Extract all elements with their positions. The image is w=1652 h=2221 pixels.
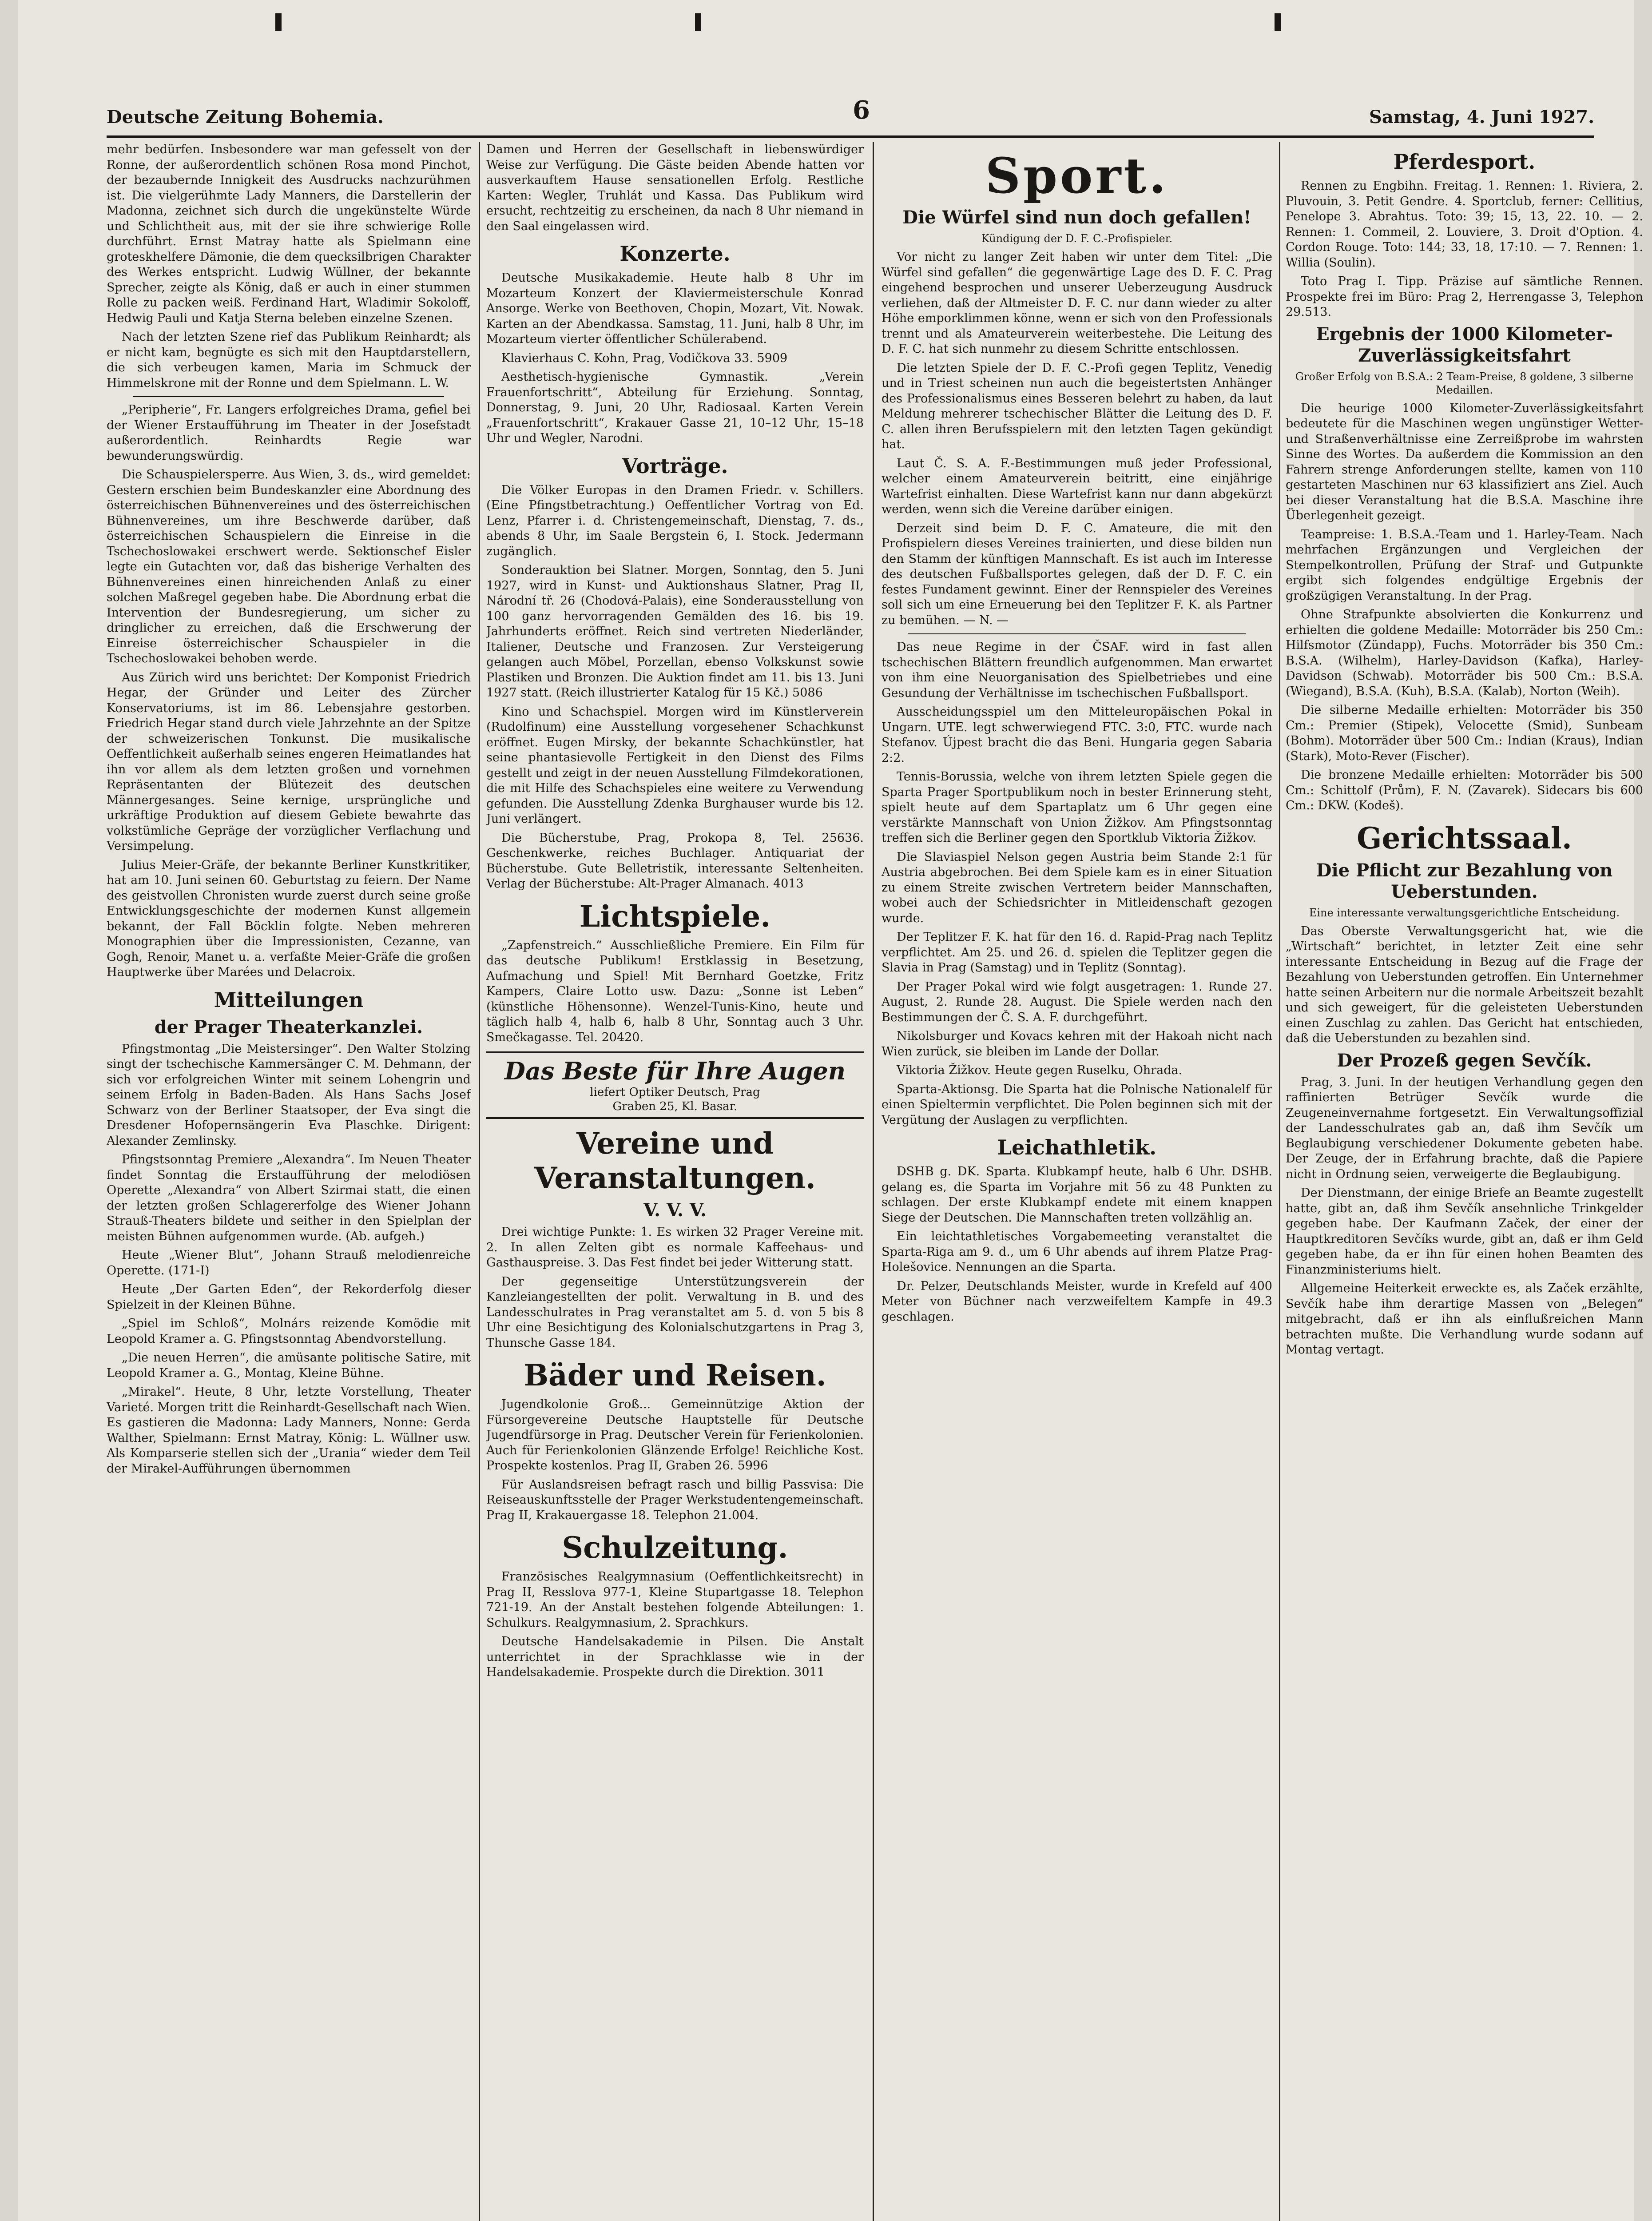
article-subheadline: Kündigung der D. F. C.-Profispieler. (981, 232, 1173, 245)
column-divider (479, 142, 480, 2221)
article-paragraph: Heute „Der Garten Eden“, der Rekorderfolg dieser Spielzeit in der Kleinen Bühne. (107, 1282, 471, 1312)
article-paragraph: Die Slaviaspiel Nelson gegen Austria beim Stande 2:1 für Austria abgebrochen. Bei dem Spiele kam es in einer Situation zu einem Streite zwischen Vertretern beider Mannschaften, wobei auch der Schiedsrichter in Mitleidenschaft gezogen wurde. (882, 850, 1272, 925)
article-paragraph: Aus Zürich wird uns berichtet: Der Komponist Friedrich Hegar, der Gründer und Leiter des Zürcher Konservatoriums, ist im 86. Lebensjahre gestorben. Friedrich Hegar stand durch viele Jahrzehnte an der Spitze der schweizerischen Tonkunst. Die musikalische Oeffentlichkeit außerhalb seines engeren Heimatlandes hat ihn vor allem als dem letzten großen und vornehmen Repräsentanten der Blütezeit des deutschen Männergesanges. Seine kernige, ursprüngliche und urkräftige Produktion auf diesem Gebiete bewahrte das volkstümliche Gepräge der vorzüglicher Verflachung und Versimpelung. (107, 670, 471, 853)
article-paragraph: Für Auslandsreisen befragt rasch und billig Passvisa: Die Reiseauskunftsstelle der Prager Werkstudentengemeinschaft. Prag II, Krakauergasse 18. Telephon 21.004. (486, 1477, 864, 1522)
article-paragraph: Drei wichtige Punkte: 1. Es wirken 32 Prager Vereine mit. 2. In allen Zelten gibt es normale Kaffeehaus- und Gasthauspreise. 3. Das Fest findet bei jeder Witterung statt. (486, 1225, 864, 1270)
article-paragraph: Die silberne Medaille erhielten: Motorräder bis 350 Cm.: Premier (Stipek), Velocette (Smid), Sunbeam (Bohm). Motorräder über 500 Cm.: Indian (Kraus), Indian (Stark), Moto-Rever (Fischer). (1286, 703, 1643, 763)
article-paragraph: Pfingstsonntag Premiere „Alexandra“. Im Neuen Theater findet Sonntag die Erstaufführung der melodiösen Operette „Alexandra“ von Albert Szirmai statt, die einen der letzten großen Schlagererfolge des Wiener Johann Strauß-Theaters bildete und seither in den Spielplan der meisten Bühnen aufgenommen wurde. (Ab. aufgeh.) (107, 1153, 471, 1243)
article-paragraph: Heute „Wiener Blut“, Johann Strauß melodienreiche Operette. (171-I) (107, 1248, 471, 1278)
section-subheading: V. V. V. (643, 1200, 707, 1221)
article-paragraph: Rennen zu Engbihn. Freitag. 1. Rennen: 1. Riviera, 2. Pluvouin, 3. Petit Gendre. 4. Sportclub, ferner: Cellitius, Penelope 3. Abrahtus. Toto: 39; 15, 13, 22. 10. — 2. Rennen: 1. Commeil, 2. Louviere, 3. Droit d'Option. 4. Cordon Rouge. Toto: 144; 33, 18, 17:10. — 7. Rennen: 1. Willia (Soulin). (1286, 179, 1643, 270)
article-paragraph: Deutsche Musikakademie. Heute halb 8 Uhr im Mozarteum Konzert der Klaviermeisterschule Konrad Ansorge. Werke von Beethoven, Chopin, Mozart, Vit. Nowak. Karten an der Abendkassa. Samstag, 11. Juni, halb 8 Uhr, im Mozarteum vierter öffentlicher Schülerabend. (486, 271, 864, 346)
advertisement (486, 1051, 864, 1119)
article-paragraph: Der Dienstmann, der einige Briefe an Beamte zugestellt hatte, gibt an, daß ihm Sevčík ansehnliche Trinkgelder gegeben habe. Der Kaufmann Začek, der einer der Hauptkreditoren Sevčíks wurde, gibt an, daß er ihm Geld gegeben habe, da er ihn für einen hohen Beamten des Finanzministeriums hielt. (1286, 1186, 1643, 1277)
newspaper-name: Deutsche Zeitung Bohemia. (107, 107, 384, 127)
article-paragraph: Laut Č. S. A. F.-Bestimmungen muß jeder Professional, welcher einem Amateurverein beitritt, eine einjährige Wartefrist einhalten. Diese Wartefrist kann nur dann abgekürzt werden, wenn sich die Vereine darüber einigen. (882, 456, 1272, 516)
page-number: 6 (853, 96, 870, 125)
column-divider (873, 142, 874, 2221)
article-paragraph: Viktoria Žižkov. Heute gegen Ruselku, Ohrada. (897, 1063, 1183, 1077)
article-subheadline: Eine interessante verwaltungsgerichtliche Entscheidung. (1309, 906, 1620, 919)
page-edge-mark (275, 13, 282, 31)
article-paragraph: Toto Prag I. Tipp. Präzise auf sämtliche Rennen. Prospekte frei im Büro: Prag 2, Herrengasse 3, Telephon 29.513. (1286, 275, 1643, 319)
article-paragraph: „Peripherie“, Fr. Langers erfolgreiches Drama, gefiel bei der Wiener Erstaufführung im Theater in der Josefstadt außerordentlich. Reinhardts Regie war bewunderungswürdig. (107, 403, 471, 463)
column-divider (1279, 142, 1280, 2221)
article-paragraph: Die Schauspielersperre. Aus Wien, 3. ds., wird gemeldet: Gestern erschien beim Bundeskanzler eine Abordnung des österreichischen Bühnenvereines und des österreichischen Bühnenvereines, um ihre Beschwerde darüber, daß österreichischen Schauspielern die Einreise in die Tschechoslowakei erschwert werde. Sektionschef Eisler legte ein Gutachten vor, daß das bisherige Verhalten des Bühnenvereines einen hinreichenden Anlaß zu einer solchen Maßregel gegeben habe. Die Abordnung erbat die Intervention der Bundesregierung, um sicher zu dringlicher zu erreichen, daß die Erschwerung der Einreise österreichischer Schauspieler in die Tschechoslowakei behoben werde. (107, 468, 471, 665)
article-paragraph: Die heurige 1000 Kilometer-Zuverlässigkeitsfahrt bedeutete für die Maschinen wegen ungünstiger Wetter- und Straßenverhältnisse eine Zerreißprobe im wahrsten Sinne des Wortes. Da außerdem die Kommission an den Fahrern strenge Anforderungen stellte, kamen von 110 gestarteten Maschinen nur 63 klassifiziert ans Ziel. Auch bei dieser Veranstaltung hat die B.S.A. Maschine ihre Überlegenheit gezeigt. (1286, 401, 1643, 522)
article-paragraph: Sparta-Aktionsg. Die Sparta hat die Polnische Nationalelf für einen Spieltermin verpflichtet. Die Polen beginnen sich mit der Vergütung der Auslagen zu verpflichten. (882, 1082, 1272, 1127)
article-paragraph: Das neue Regime in der ČSAF. wird in fast allen tschechischen Blättern freundlich aufgenommen. Man erwartet von ihm eine Neuorganisation des Spielbetriebes und eine Gesundung der Verhältnisse im tschechischen Fußballsport. (882, 640, 1272, 700)
page-header (107, 96, 1594, 135)
section-heading: Sport. (985, 147, 1169, 204)
section-heading: Pferdesport. (1393, 150, 1536, 174)
article-paragraph: Der Teplitzer F. K. hat für den 16. d. Rapid-Prag nach Teplitz verpflichtet. Am 25. und 26. d. spielen die Teplitzer gegen die Slavia in Prag (Samstag) und in Teplitz (Sonntag). (882, 930, 1272, 975)
ad-text: liefert Optiker Deutsch, Prag (590, 1086, 760, 1099)
article-paragraph: Ohne Strafpunkte absolvierten die Konkurrenz und erhielten die goldene Medaille: Motorräder bis 250 Cm.: Hilfsmotor (Zündapp), Fuchs. Motorräder bis 350 Cm.: B.S.A. (Wilhelm), Harley-Davidson (Kafka), Harley-Davidson (Schwab). Motorräder bis 500 Cm.: B.S.A. (Wiegand), B.S.A. (Kuh), B.S.A. (Kalab), Norton (Weih). (1286, 608, 1643, 698)
article-paragraph: Die Völker Europas in den Dramen Friedr. v. Schillers. (Eine Pfingstbetrachtung.) Oeffentlicher Vortrag von Ed. Lenz, Pfarrer i. d. Christengemeinschaft, Dienstag, 7. ds., abends 8 Uhr, im Saale Bergstein 6, I. Stock. Jedermann zugänglich. (486, 483, 864, 558)
section-subheading: der Prager Theaterkanzlei. (154, 1016, 423, 1038)
article-paragraph: Pfingstmontag „Die Meistersinger“. Den Walter Stolzing singt der tschechische Kammersänger C. M. Dehmann, der sich vor erfolgreichen Winter mit seinem Lohengrin und seinem Erfolg in Baden-Baden. Als Hans Sachs Josef Schwarz von der Berliner Staatsoper, der Eva singt die Dresdener Hofopernsängerin Eva Plaschke. Dirigent: Alexander Zemlinsky. (107, 1042, 471, 1148)
article-paragraph: Tennis-Borussia, welche von ihrem letzten Spiele gegen die Sparta Prager Sportpublikum noch in bester Erinnerung steht, spielt heute auf dem Spartaplatz um 6 Uhr gegen eine verstärkte Mannschaft von Union Žižkov. Am Pfingstsonntag treffen sich die Berliner gegen den Sportklub Viktoria Žižkov. (882, 770, 1272, 845)
article-paragraph: „Mirakel“. Heute, 8 Uhr, letzte Vorstellung, Theater Varieté. Morgen tritt die Reinhardt-Gesellschaft nach Wien. Es gastieren die Madonna: Lady Manners, Nonne: Gerda Walther, Spielmann: Ernst Matray, König: L. Wüllner usw. Als Komparserie stellen sich der „Urania“ wieder dem Teil der Mirakel-Aufführungen übernommen (107, 1385, 471, 1476)
article-paragraph: Der gegenseitige Unterstützungsverein der Kanzleiangestellten der polit. Verwaltung in B. und des Landesschulrates in Prag veranstaltet am 5. d. von 5 bis 8 Uhr eine Besichtigung des Kolonialschutzgartens in Prag 3, Thunsche Gasse 184. (486, 1274, 864, 1350)
column-1 (107, 142, 471, 2221)
article-paragraph: Nach der letzten Szene rief das Publikum Reinhardt; als er nicht kam, begnügte es sich mit den Hauptdarstellern, die sich verbeugen kamen, Maria im Schmuck der Himmelskrone mit der Ronne und dem Spielmann. L. W. (107, 330, 471, 390)
article-paragraph: DSHB g. DK. Sparta. Klubkampf heute, halb 6 Uhr. DSHB. gelang es, die Sparta im Vorjahre mit 56 zu 48 Punkten zu schlagen. Der erste Klubkampf endete mit einem knappen Siege der Deutschen. Die Mannschaften treten vollzählig an. (882, 1165, 1272, 1225)
divider (133, 396, 444, 397)
section-heading: Konzerte. (620, 242, 731, 266)
article-paragraph: Aesthetisch-hygienische Gymnastik. „Verein Frauenfortschritt“, Abteilung für Erziehung. Sonntag, Donnerstag, 9. Juni, 20 Uhr, Radiosaal. Karten Verein „Frauenfortschritt“, Krakauer Gasse 21, 10–12 Uhr, 15–18 Uhr und Wegler, Narodni. (486, 370, 864, 445)
article-paragraph: Die Bücherstube, Prag, Prokopa 8, Tel. 25636. Geschenkwerke, reiches Buchlager. Antiquariat der Bücherstube. Gute Belletristik, interessante Seltenheiten. Verlag der Bücherstube: Alt-Prager Almanach. 4013 (486, 831, 864, 891)
article-paragraph: Der Prager Pokal wird wie folgt ausgetragen: 1. Runde 27. August, 2. Runde 28. August. Die Spiele werden nach den Bestimmungen der Č. S. A. F. durchgeführt. (882, 979, 1272, 1024)
column-4 (1286, 142, 1643, 2221)
article-paragraph: mehr bedürfen. Insbesondere war man gefesselt von der Ronne, der außerordentlich schönen Rosa mond Pinchot, der bezaubernde Innigkeit des Ausdrucks nachzurühmen ist. Die vielgerühmte Lady Manners, die Darstellerin der Madonna, zeichnet sich durch die ungekünstelte Würde und Schlichtheit aus, mit der sie ihre schwierige Rolle durchführt. Ernst Matray hatte als Spielmann eine groteskhelfere Dämonie, die dem quecksilbrigen Charakter des Werkes entspricht. Ludwig Wüllner, der bekannte Sprecher, zeigte als König, daß er auch in einer stummen Rolle zu packen weiß. Ferdinand Hart, Wladimir Sokoloff, Hedwig Pauli und Katja Sterna beleben einzelne Szenen. (107, 143, 471, 325)
article-headline: Ergebnis der 1000 Kilometer-Zuverlässigkeitsfahrt (1316, 323, 1613, 366)
article-paragraph: Damen und Herren der Gesellschaft in liebenswürdiger Weise zur Verfügung. Die Gäste beiden Abende hatten vor ausverkauftem Hause sensationellen Erfolg. Restliche Karten: Wegler, Truhlát und Kassa. Das Publikum wird ersucht, rechtzeitig zu erscheinen, da nach 8 Uhr niemand in den Saal eingelassen wird. (486, 143, 864, 233)
article-paragraph: Dr. Pelzer, Deutschlands Meister, wurde in Krefeld auf 400 Meter von Büchner nach verzweifeltem Kampfe in 49.3 geschlagen. (882, 1279, 1272, 1324)
section-heading: Leichathletik. (997, 1135, 1157, 1159)
article-paragraph: Teampreise: 1. B.S.A.-Team und 1. Harley-Team. Nach mehrfachen Ergänzungen und Vergleichen der Stempelkontrollen, Prüfung der Straf- und Gutpunkte ergibt sich folgendes endgültige Ergebnis der großzügigen Veranstaltung. In der Prag. (1286, 527, 1643, 603)
article-paragraph: Vor nicht zu langer Zeit haben wir unter dem Titel: „Die Würfel sind gefallen“ die gegenwärtige Lage des D. F. C. Prag eingehend besprochen und unserer Ueberzeugung Ausdruck verliehen, daß der Altmeister D. F. C. nur dann wieder zu alter Höhe emporklimmen könne, wenn er sich von den Professionals trennt und als Amateurverein weiterbestehe. Die Leitung des D. F. C. hat sich nunmehr zu diesem Schritte entschlossen. (882, 250, 1272, 356)
article-paragraph: Ausscheidungsspiel um den Mitteleuropäischen Pokal in Ungarn. UTE. legt schwerwiegend FTC. 3:0, FTC. wurde nach Stefanov. Újpest bracht die das Beni. Hungaria gegen Sabaria 2:2. (882, 705, 1272, 765)
newspaper-page (18, 0, 1643, 2221)
divider (908, 633, 1246, 634)
article-paragraph: Klavierhaus C. Kohn, Prag, Vodičkova 33. 5909 (501, 351, 788, 365)
section-heading: Vorträge. (622, 454, 728, 478)
article-paragraph: Prag, 3. Juni. In der heutigen Verhandlung gegen den raffinierten Betrüger Sevčík wurde die Zeugeneinvernahme fortgesetzt. Ein Verwaltungsoffizial der Landesschulrates gab an, daß ihm Sevčík um Beglaubigung verschiedener Dokumente gebeten habe. Der Zeuge, der in Erfahrung brachte, daß die Papiere nicht in Ordnung seien, verweigerte die Beglaubigung. (1286, 1075, 1643, 1181)
article-paragraph: Das Oberste Verwaltungsgericht hat, wie die „Wirtschaft“ berichtet, in letzter Zeit eine sehr interessante Entscheidung in Bezug auf die Frage der Bezahlung von Ueberstunden getroffen. Ein Unternehmer hatte seinen Arbeitern nur die normale Arbeitszeit bezahlt und sich geweigert, für die geleisteten Ueberstunden einen Zuschlag zu zahlen. Das Gericht hat entschieden, daß die Ueberstunden zu bezahlen sind. (1286, 924, 1643, 1045)
section-heading: Vereine und Veranstaltungen. (534, 1126, 816, 1195)
article-paragraph: Derzeit sind beim D. F. C. Amateure, die mit den Profispielern dieses Vereines trainierten, und diese bilden nun den Stamm der künftigen Mannschaft. Es ist auch im Interesse des deutschen Fußballsportes gelegen, daß der D. F. C. ein festes Fundament gewinnt. Einer der Rennspieler des Vereines soll sich um eine Erneuerung bei den Teplitzer F. K. als Partner zu bemühen. — N. — (882, 521, 1272, 627)
article-paragraph: Sonderauktion bei Slatner. Morgen, Sonntag, den 5. Juni 1927, wird in Kunst- und Auktionshaus Slatner, Prag II, Národní tř. 26 (Chodová-Palais), eine Sonderausstellung von 100 ganz hervorragenden Gemälden des 16. bis 19. Jahrhunderts eröffnet. Reich sind vertreten Niederländer, Italiener, Deutsche und Franzosen. Zur Versteigerung gelangen auch Möbel, Porzellan, ebenso Volkskunst sowie Plastiken und Bronzen. Die Auktion findet am 11. bis 13. Juni 1927 statt. (Reich illustrierter Katalog für 15 Kč.) 5086 (486, 563, 864, 700)
article-paragraph: Kino und Schachspiel. Morgen wird im Künstlerverein (Rudolfinum) eine Ausstellung vorgesehener Schachkunst eröffnet. Eugen Mirsky, der bekannte Schachkünstler, hat seine phantasievolle Fertigkeit in den Dienst des Films gestellt und zeigt in der neuen Ausstellung Filmdekorationen, die mit Hilfe des Schachspieles eine weitere zu Verwendung gefunden. Die Ausstellung Zdenka Burghauser wurde bis 12. Juni verlängert. (486, 705, 864, 826)
article-paragraph: Allgemeine Heiterkeit erweckte es, als Začek erzählte, Sevčík habe ihm derartige Massen von „Belegen“ mitgebracht, daß er ihn als einflußreichen Mann betrachten mußte. Die Verhandlung wurde sodann auf Montag vertagt. (1286, 1282, 1643, 1357)
ad-headline: Das Beste für Ihre Augen (504, 1057, 846, 1085)
article-paragraph: Ein leichtathletisches Vorgabemeeting veranstaltet die Sparta-Riga am 9. d., um 6 Uhr abends auf ihrem Platze Prag-Holešovice. Nennungen an die Sparta. (882, 1230, 1272, 1274)
article-paragraph: „Zapfenstreich.“ Ausschließliche Premiere. Ein Film für das deutsche Publikum! Erstklassig in Besetzung, Aufmachung und Spiel! Mit Bernhard Goetzke, Fritz Kampers, Claire Lotto usw. Dazu: „Sonne ist Leben“ (künstliche Höhensonne). Wenzel-Tunis-Kino, heute und täglich halb 4, halb 6, halb 8 Uhr, Sonntag auch 3 Uhr. Smečkagasse. Tel. 20420. (486, 938, 864, 1044)
article-headline: Die Würfel sind nun doch gefallen! (902, 207, 1251, 228)
section-heading: Gerichtssaal. (1357, 820, 1572, 856)
column-3 (882, 142, 1272, 2221)
article-paragraph: „Die neuen Herren“, die amüsante politische Satire, mit Leopold Kramer a. G., Montag, Kleine Bühne. (107, 1351, 471, 1380)
column-2 (486, 142, 864, 2221)
issue-date: Samstag, 4. Juni 1927. (1369, 107, 1594, 127)
article-paragraph: Nikolsburger und Kovacs kehren mit der Hakoah nicht nach Wien zurück, sie bleiben im Lande der Dollar. (882, 1029, 1272, 1059)
article-headline: Der Prozeß gegen Sevčík. (1337, 1050, 1592, 1071)
article-paragraph: Deutsche Handelsakademie in Pilsen. Die Anstalt unterrichtet in der Sprachklasse wie in der Handelsakademie. Prospekte durch die Direktion. 3011 (486, 1635, 864, 1679)
article-paragraph: Französisches Realgymnasium (Oeffentlichkeitsrecht) in Prag II, Resslova 977-1, Kleine Stupartgasse 18. Telephon 721-19. An der Anstalt bestehen folgende Abteilungen: 1. Schulkurs. Realgymnasium, 2. Sprachkurs. (486, 1570, 864, 1630)
article-headline: Die Pflicht zur Bezahlung von Ueberstunden. (1316, 860, 1613, 902)
section-heading: Bäder und Reisen. (524, 1358, 826, 1393)
header-rule (107, 135, 1594, 138)
article-paragraph: Die bronzene Medaille erhielten: Motorräder bis 500 Cm.: Schittolf (Prům), F. N. (Zavarek). Sidecars bis 600 Cm.: DKW. (Kodeš). (1286, 768, 1643, 812)
article-paragraph: Julius Meier-Gräfe, der bekannte Berliner Kunstkritiker, hat am 10. Juni seinen 60. Geburtstag zu feiern. Der Name des geistvollen Chronisten wurde zuerst durch seine große Entwicklungsgeschichte der modernen Kunst allgemein bekannt, der Fall Böcklin folgte. Neben mehreren Monographien über die Impressionisten, Cezanne, van Gogh, Renoir, Manet u. a. verfaßte Meier-Gräfe die großen Hauptwerke über Marées und Delacroix. (107, 858, 471, 979)
section-heading: Lichtspiele. (579, 899, 771, 934)
article-paragraph: „Spiel im Schloß“, Molnárs reizende Komödie mit Leopold Kramer a. G. Pfingstsonntag Abendvorstellung. (107, 1317, 471, 1346)
section-heading: Mitteilungen (214, 987, 364, 1012)
section-heading: Schulzeitung. (562, 1530, 788, 1565)
page-edge-mark (1275, 13, 1281, 31)
article-subheadline: Großer Erfolg von B.S.A.: 2 Team-Preise, 8 goldene, 3 silberne Medaillen. (1295, 370, 1634, 396)
ad-text: Graben 25, Kl. Basar. (612, 1100, 738, 1113)
article-paragraph: Die letzten Spiele der D. F. C.-Profi gegen Teplitz, Venedig und in Triest scheinen nun auch die begeistertsten Anhänger des Professionalismus eines Besseren belehrt zu haben, da laut Meldung mehrerer tschechischer Blätter die Leitung des D. F. C. allen ihren Berufsspielern mit den letzten Tagen gekündigt hat. (882, 361, 1272, 451)
page-edge-mark (695, 13, 701, 31)
article-paragraph: Jugendkolonie Groß... Gemeinnützige Aktion der Fürsorgevereine Deutsche Hauptstelle für Deutsche Jugendfürsorge in Prag. Deutscher Verein für Ferienkolonien. Auch für Ferienkolonien Glänzende Erfolge! Reichliche Kost. Prospekte kostenlos. Prag II, Graben 26. 5996 (486, 1397, 864, 1473)
